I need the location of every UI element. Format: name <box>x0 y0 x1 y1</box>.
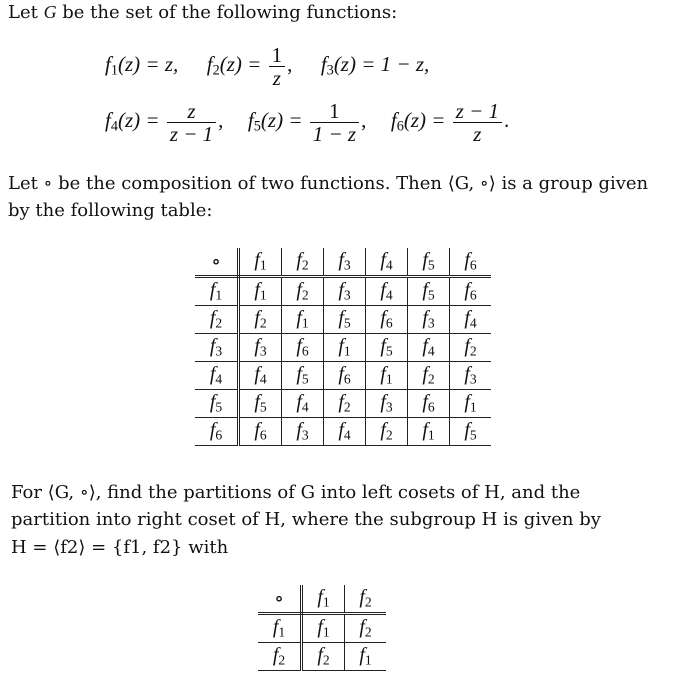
table-cell: $f_3$ <box>366 390 408 418</box>
table-cell: $f_2$ <box>366 418 408 446</box>
fraction-f5: $\frac{1}{1 - z}$ <box>310 100 359 145</box>
table-cell: $f_5$ <box>408 277 450 306</box>
table-cell: $f_5$ <box>239 390 282 418</box>
def-f5: $f_5(z)$ = $\frac{1}{1 - z}$ , <box>247 99 367 147</box>
def-f4: $f_4(z)$ = $\frac{z}{z - 1}$ , <box>105 99 224 147</box>
table-cell: $f_6$ <box>324 362 366 390</box>
def-f1: $f_1(z) = z$, <box>105 52 179 79</box>
column-header-f2: $f_2$ <box>282 248 324 277</box>
table-cell: $f_2$ <box>239 306 282 334</box>
row-header-f2: $f_2$ <box>195 306 239 334</box>
table-cell: $f_5$ <box>282 362 324 390</box>
table-cell: $f_4$ <box>450 306 492 334</box>
column-header-f3: $f_3$ <box>324 248 366 277</box>
function-definitions-row-1 <box>105 44 429 89</box>
table-cell: $f_1$ <box>408 418 450 446</box>
table-row <box>195 418 491 446</box>
intro-text-post: be the set of the following functions: <box>56 2 398 23</box>
table-cell: $f_1$ <box>450 390 492 418</box>
intro-text-pre: Let <box>8 2 44 23</box>
table-cell: $f_2$ <box>450 334 492 362</box>
intro-line <box>8 2 397 23</box>
table-row <box>195 334 491 362</box>
cayley-table-h <box>258 585 386 671</box>
fraction-f6: $\frac{z - 1}{z}$ <box>453 100 502 145</box>
table-cell: $f_3$ <box>450 362 492 390</box>
table-cell: $f_6$ <box>239 418 282 446</box>
def-f6: $f_6(z)$ = $\frac{z - 1}{z}$ . <box>390 99 510 147</box>
composition-line-1: Let ∘ be the composition of two functions. Then ⟨G, ∘⟩ is a group given <box>8 173 649 194</box>
row-header-f1: $f_1$ <box>195 277 239 306</box>
column-header-f4: $f_4$ <box>366 248 408 277</box>
table-corner-symbol: ∘ <box>258 585 302 614</box>
table-cell: $f_6$ <box>450 277 492 306</box>
table-cell: $f_1$ <box>366 362 408 390</box>
table-row <box>195 277 491 306</box>
def-f2: $f_2(z)$ = $\frac{1}{z}$ , <box>206 43 293 91</box>
column-header-f1: $f_1$ <box>302 585 345 614</box>
table-header-row <box>258 585 386 614</box>
table-cell: $f_1$ <box>324 334 366 362</box>
table-row <box>195 362 491 390</box>
table-row <box>258 643 386 671</box>
question-line-3: H = ⟨f2⟩ = {f1, f2} with <box>11 537 229 558</box>
table-cell: $f_2$ <box>408 362 450 390</box>
table-cell: $f_5$ <box>324 306 366 334</box>
function-definitions-row-2 <box>105 100 509 145</box>
table-cell: $f_2$ <box>282 277 324 306</box>
table-cell: $f_5$ <box>366 334 408 362</box>
table-cell: $f_1$ <box>302 614 345 643</box>
column-header-f5: $f_5$ <box>408 248 450 277</box>
question-line-1: For ⟨G, ∘⟩, find the partitions of G into left cosets of H, and the <box>11 482 581 503</box>
table-cell: $f_3$ <box>239 334 282 362</box>
row-header-f5: $f_5$ <box>195 390 239 418</box>
table-row <box>195 390 491 418</box>
fraction-f4: $\frac{z}{z - 1}$ <box>167 100 216 145</box>
def-f3: $f_3(z) = 1 - z$, <box>320 52 430 79</box>
table-header-row <box>195 248 491 277</box>
table-cell: $f_3$ <box>408 306 450 334</box>
table-cell: $f_2$ <box>324 390 366 418</box>
table-cell: $f_6$ <box>282 334 324 362</box>
table-corner-symbol: ∘ <box>195 248 239 277</box>
table-cell: $f_4$ <box>324 418 366 446</box>
row-header-f3: $f_3$ <box>195 334 239 362</box>
fraction-f2: $\frac{1}{z}$ <box>269 44 286 89</box>
intro-var-g: G <box>43 2 57 22</box>
column-header-f1: $f_1$ <box>239 248 282 277</box>
table-cell: $f_6$ <box>366 306 408 334</box>
table-cell: $f_4$ <box>408 334 450 362</box>
row-header-f6: $f_6$ <box>195 418 239 446</box>
table-cell: $f_4$ <box>239 362 282 390</box>
row-header-f2: $f_2$ <box>258 643 302 671</box>
column-header-f2: $f_2$ <box>345 585 387 614</box>
table-cell: $f_2$ <box>345 614 387 643</box>
table-cell: $f_4$ <box>282 390 324 418</box>
table-cell: $f_2$ <box>302 643 345 671</box>
table-cell: $f_3$ <box>324 277 366 306</box>
table-cell: $f_6$ <box>408 390 450 418</box>
table-cell: $f_1$ <box>282 306 324 334</box>
question-line-2: partition into right coset of H, where the subgroup H is given by <box>11 509 601 530</box>
table-cell: $f_5$ <box>450 418 492 446</box>
table-cell: $f_1$ <box>239 277 282 306</box>
composition-line-2: by the following table: <box>8 200 213 221</box>
column-header-f6: $f_6$ <box>450 248 492 277</box>
table-cell: $f_1$ <box>345 643 387 671</box>
row-header-f1: $f_1$ <box>258 614 302 643</box>
table-row <box>195 306 491 334</box>
cayley-table-g <box>195 248 491 446</box>
table-row <box>258 614 386 643</box>
row-header-f4: $f_4$ <box>195 362 239 390</box>
table-cell: $f_3$ <box>282 418 324 446</box>
table-cell: $f_4$ <box>366 277 408 306</box>
